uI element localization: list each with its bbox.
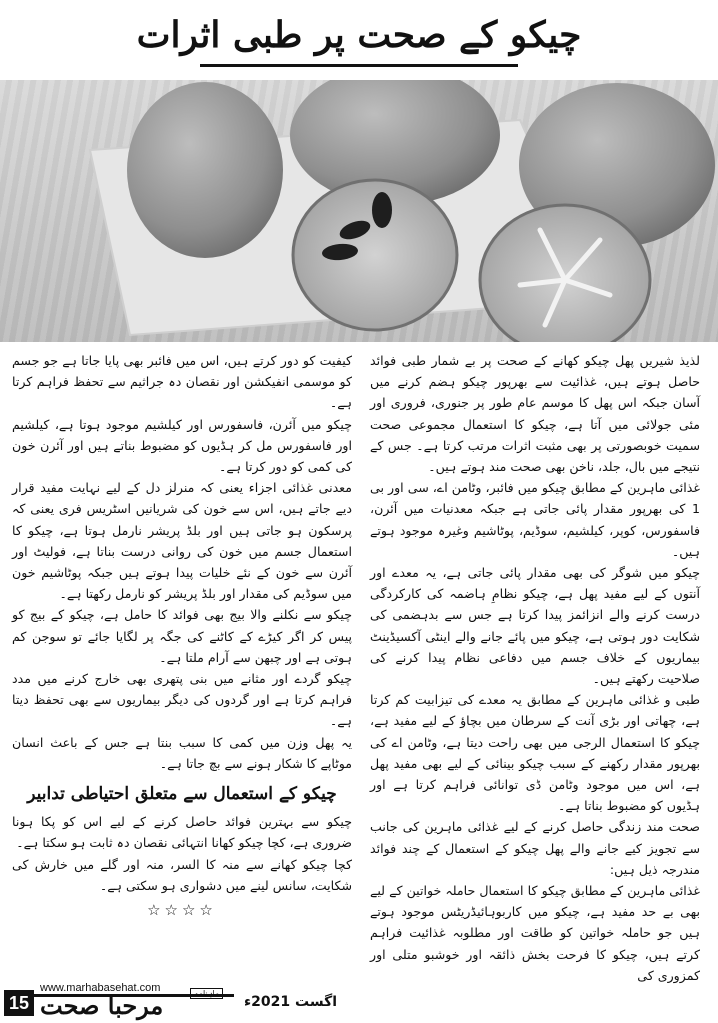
paragraph: چیکو سے نکلنے والا بیج بھی فوائد کا حامل ہے، چیکو کے بیج کو پیس کر اگر کیڑے کے کاٹنے کی جگہ پر لگایا جائے تو سوجن کم ہوتی ہے اور چبھن سے آرام ملتا ہے۔ <box>12 607 352 665</box>
paragraph: چیکو گردے اور مثانے میں بنی پتھری بھی خارج کرنے میں مدد فراہم کرتا ہے اور گردوں کی دیگر بیماریوں سے بھی تحفظ دیتا ہے۔ <box>12 671 352 729</box>
seed <box>372 192 392 228</box>
magazine-footer <box>0 958 718 1020</box>
precautions-heading: چیکو کے استعمال سے متعلق احتیاطی تدابیر <box>27 784 337 805</box>
paragraph: چیکو میں آئرن، فاسفورس اور کیلشیم موجود ہوتا ہے، کیلشیم اور فاسفورس مل کر ہڈیوں کو مضبوط بناتے ہیں اور آئرن خون کی کمی کو دور کرتا ہے۔ <box>12 416 352 475</box>
sapodilla-photo <box>0 80 718 342</box>
star-divider: ☆☆☆☆ <box>147 901 217 920</box>
paragraph: کچا چیکو کھانے سے منہ کا السر، منہ اور گلے میں خارش کی شکایت، سانس لینے میں دشواری ہو سکتی ہے۔ <box>12 856 352 893</box>
paragraph: طبی و غذائی ماہرین کے مطابق یہ معدے کی تیزابیت کم کرتا ہے، چھاتی اور بڑی آنت کے سرطان میں بچاؤ کے لیے مفید ہے، چیکو کا استعمال الرجی میں بھی راحت دیتا ہے، وٹامن اے کی بھرپور مقدار رکھنے کے سبب چیکو بینائی کے لیے بھی مفید پھل ہے، اس میں موجود وٹامن ڈی توانائی فراہم کرتا ہے اور ہڈیوں کو مضبوط بناتا ہے۔ <box>370 692 700 814</box>
paragraph: غذائی ماہرین کے مطابق چیکو میں فائبر، وٹامن اے، سی اور بی 1 کی بھرپور مقدار پائی جاتی ہے جبکہ معدنیات میں آئرن، فاسفورس، کوپر، کیلشیم، سوڈیم، پوٹاشیم وغیرہ موجود ہوتے ہیں۔ <box>370 480 700 559</box>
paragraph: صحت مند زندگی حاصل کرنے کے لیے غذائی ماہرین کی جانب سے تجویز کیے جانے والے پھل چیکو کے استعمال کے چند فوائد مندرجہ ذیل ہیں: <box>370 819 700 877</box>
paragraph: غذائی ماہرین کے مطابق چیکو کا استعمال حاملہ خواتین کے لیے بھی بے حد مفید ہے، چیکو میں کاربوہائیڈریٹس موجود ہوتے ہیں جو حاملہ خواتین کو طاقت اور مطلوبہ غذائیت فراہم کرتے ہیں، چیکو کا فرحت بخش ذائقہ اور خوشبو متلی اور کمزوری کی <box>370 883 700 983</box>
title-underline <box>200 64 518 67</box>
website-link[interactable]: www.marhabasehat.com <box>40 982 161 994</box>
page-number: 15 <box>4 990 34 1016</box>
paragraph: چیکو سے بہترین فوائد حاصل کرنے کے لیے اس کو پکا ہونا ضروری ہے، کچا چیکو کھانا انتہائی نقصان دہ ثابت ہو سکتا ہے۔ <box>12 814 352 851</box>
magazine-tag: ماہنامہ <box>190 988 223 999</box>
whole-fruit-left <box>127 82 283 258</box>
article-header <box>0 0 718 80</box>
article-title: چیکو کے صحت پر طبی اثرات <box>136 14 582 56</box>
cut-fruit-star <box>480 205 650 342</box>
issue-date: اگست 2021ء <box>244 994 338 1010</box>
paragraph: کیفیت کو دور کرتے ہیں، اس میں فائبر بھی پایا جاتا ہے جو جسم کو موسمی انفیکشن اور نقصان دہ جراثیم سے تحفظ فراہم کرتا ہے۔ <box>12 353 352 411</box>
paragraph: یہ پھل وزن میں کمی کا سبب بنتا ہے جس کے باعث انسان موٹاپے کا شکار ہونے سے بچ جاتا ہے۔ <box>12 734 352 771</box>
left-column <box>12 350 352 950</box>
paragraph: لذیذ شیریں پھل چیکو کھانے کے صحت پر بے شمار طبی فوائد حاصل ہوتے ہیں، غذائیت سے بھرپور چیکو ہضم کرنے میں آسان جبکہ اس پھل کا موسم عام طور پر جنوری، فروری اور مئی جولائی میں آتا ہے، چیکو کا استعمال مجموعی صحت سمیت خوبصورتی پر بھی مثبت اثرات مرتب کرتا ہے۔ جس کے نتیجے میں بال، جلد، ناخن بھی صحت مند ہوتے ہیں۔ <box>370 353 700 475</box>
magazine-name: مرحبا صحت <box>40 991 164 1020</box>
fruit-illustration <box>0 80 718 342</box>
paragraph: چیکو میں شوگر کی بھی مقدار پائی جاتی ہے، یہ معدے اور آنتوں کے لیے مفید پھل ہے، چیکو نظامِ ہاضمہ کی کارکردگی درست کرنے والے انزائمز پیدا کرتا ہے جس سے بدہضمی کی شکایت دور ہوتی ہے، چیکو میں پائے جانے والے اینٹی آکسیڈینٹ بیماریوں کے خلاف جسم میں دفاعی نظام پیدا کرنے کی صلاحیت رکھتے ہیں۔ <box>370 565 700 687</box>
paragraph: معدنی غذائی اجزاء یعنی کہ منرلز دل کے لیے نہایت مفید قرار دیے جاتے ہیں، اس سے خون کی شریانیں اسٹریس فری یعنی کہ پرسکون ہو جاتی ہیں اور بلڈ پریشر نارمل ہوتا ہے، چیکو کا استعمال جسم میں خون کی روانی درست بناتا ہے، فولیٹ اور آئرن سے خون کے نئے خلیات پیدا ہوتے ہیں جبکہ پوٹاشیم خون میں سوڈیم کی مقدار اور بلڈ پریشر کو نارمل رکھتا ہے۔ <box>12 480 352 602</box>
right-column <box>370 350 700 983</box>
